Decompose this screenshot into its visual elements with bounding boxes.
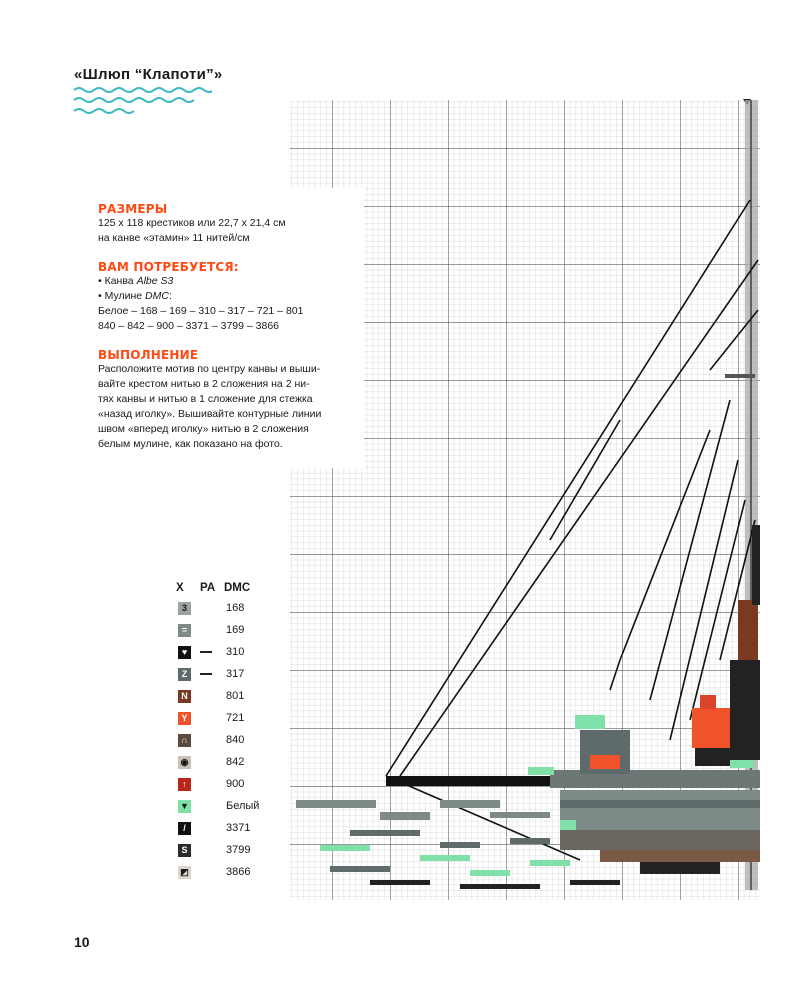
legend-header-x: X: [176, 582, 184, 594]
legend-dmc-code: 721: [226, 712, 245, 724]
needs-floss: • Мулине DMC:: [98, 290, 172, 302]
legend-row: [178, 798, 268, 814]
size-line-2: на канве «этамин» 11 нитей/см: [98, 232, 250, 244]
legend-dmc-code: Белый: [226, 800, 260, 812]
legend-dmc-code: 3866: [226, 866, 251, 878]
legend-dmc-code: 3371: [226, 822, 251, 834]
legend-row: [178, 842, 268, 858]
legend-row: [178, 600, 268, 616]
legend-symbol-icon: ▼: [178, 800, 191, 813]
legend-symbol-icon: S: [178, 844, 191, 857]
legend-row: [178, 820, 268, 836]
color-legend: [168, 578, 268, 890]
legend-dmc-code: 900: [226, 778, 245, 790]
work-line: Расположите мотив по центру канвы и выши-: [98, 363, 321, 375]
legend-symbol-icon: Z: [178, 668, 191, 681]
work-line: вайте крестом нитью в 2 сложения на 2 ни-: [98, 378, 310, 390]
needs-heading: ВАМ ПОТРЕБУЕТСЯ:: [98, 260, 239, 274]
legend-header-pa: PA: [200, 582, 216, 594]
size-heading: РАЗМЕРЫ: [98, 202, 168, 216]
legend-row: [178, 864, 268, 880]
legend-dmc-code: 317: [226, 668, 245, 680]
work-line: «назад иголку». Вышивайте контурные линии: [98, 408, 322, 420]
work-line: белым мулине, как показано на фото.: [98, 438, 283, 450]
info-panel: [98, 188, 364, 468]
legend-row: [178, 622, 268, 638]
legend-dmc-code: 310: [226, 646, 245, 658]
work-heading: ВЫПОЛНЕНИЕ: [98, 348, 199, 362]
legend-row: [178, 666, 268, 682]
backstitch-line-icon: [200, 651, 212, 653]
legend-dmc-code: 842: [226, 756, 245, 768]
legend-symbol-icon: ↑: [178, 778, 191, 791]
legend-dmc-code: 801: [226, 690, 245, 702]
legend-dmc-code: 168: [226, 602, 245, 614]
work-line: тях канвы и нитью в 1 сложение для стежка: [98, 393, 313, 405]
legend-symbol-icon: N: [178, 690, 191, 703]
legend-symbol-icon: =: [178, 624, 191, 637]
legend-row: [178, 688, 268, 704]
legend-symbol-icon: ♥: [178, 646, 191, 659]
legend-dmc-code: 840: [226, 734, 245, 746]
backstitch-line-icon: [200, 673, 212, 675]
legend-symbol-icon: /: [178, 822, 191, 835]
legend-row: [178, 644, 268, 660]
legend-row: [178, 776, 268, 792]
legend-header-dmc: DMC: [224, 582, 251, 594]
legend-row: [178, 732, 268, 748]
page-title: «Шлюп “Клапоти”»: [74, 66, 223, 83]
legend-row: [178, 710, 268, 726]
legend-symbol-icon: ◉: [178, 756, 191, 769]
legend-symbol-icon: 3: [178, 602, 191, 615]
needs-colors-1: Белое – 168 – 169 – 310 – 317 – 721 – 801: [98, 305, 304, 317]
legend-symbol-icon: ∩: [178, 734, 191, 747]
needs-canvas: • Канва Albe S3: [98, 275, 174, 287]
page-number: 10: [74, 934, 90, 950]
legend-symbol-icon: ◩: [178, 866, 191, 879]
wave-decoration: [72, 84, 212, 120]
legend-dmc-code: 3799: [226, 844, 251, 856]
legend-row: [178, 754, 268, 770]
size-line-1: 125 х 118 крестиков или 22,7 х 21,4 см: [98, 217, 286, 229]
legend-symbol-icon: Y: [178, 712, 191, 725]
legend-dmc-code: 169: [226, 624, 245, 636]
legend-header: [176, 582, 250, 594]
needs-colors-2: 840 – 842 – 900 – 3371 – 3799 – 3866: [98, 320, 280, 332]
work-line: швом «вперед иголку» нитью в 2 сложения: [98, 423, 309, 435]
